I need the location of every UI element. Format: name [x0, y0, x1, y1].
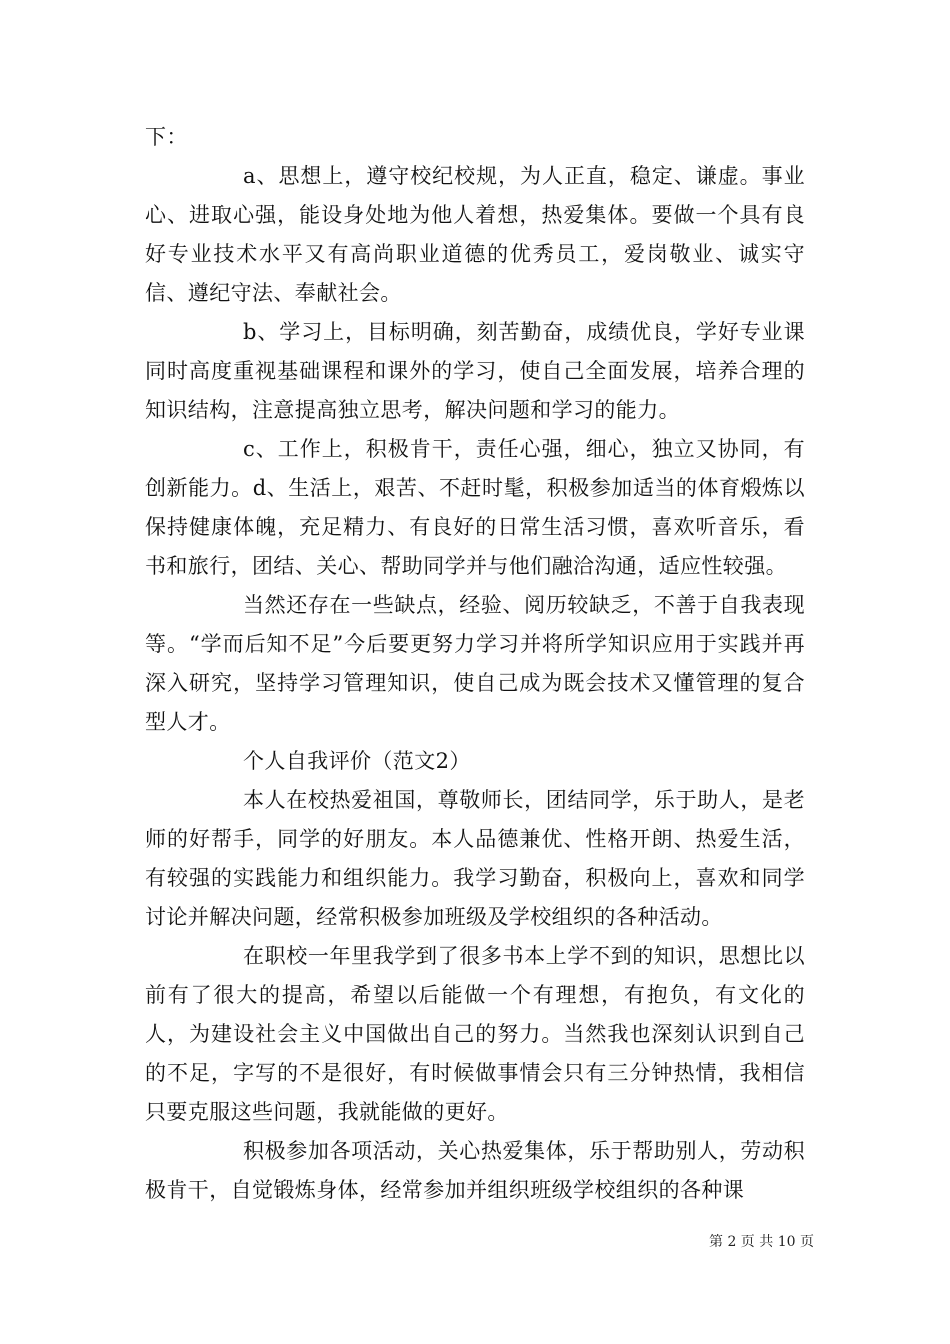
paragraph-work-life: c、工作上，积极肯干，责任心强，细心，独立又协同，有创新能力。d、生活上，艰苦、不赶时髦，积极参加适当的体育煅炼以保持健康体魄，充足精力、有良好的日常生活习惯，喜欢听音乐，看书和旅行，团结、关心、帮助同学并与他们融洽沟通，适应性较强。	[145, 437, 805, 578]
document-body	[145, 118, 805, 1210]
paragraph-ideology: a、思想上，遵守校纪校规，为人正直，稳定、谦虚。事业心、进取心强，能设身处地为他人着想，热爱集体。要做一个具有良好专业技术水平又有高尚职业道德的优秀员工，爱岗敬业、诚实守信、遵纪守法、奉献社会。	[145, 164, 805, 305]
paragraph-school-life: 本人在校热爱祖国，尊敬师长，团结同学，乐于助人，是老师的好帮手，同学的好朋友。本人品德兼优、性格开朗、热爱生活，有较强的实践能力和组织能力。我学习勤奋，积极向上，喜欢和同学讨论并解决问题，经常积极参加班级及学校组织的各种活动。	[145, 788, 805, 929]
paragraph-study: b、学习上，目标明确，刻苦勤奋，成绩优良，学好专业课同时高度重视基础课程和课外的学习，使自己全面发展，培养合理的知识结构，注意提高独立思考，解决问题和学习的能力。	[145, 320, 805, 422]
page-number: 第 2 页 共 10 页	[709, 1234, 814, 1250]
paragraph-shortcomings: 当然还存在一些缺点，经验、阅历较缺乏，不善于自我表现等。“学而后知不足”今后要更努力学习并将所学知识应用于实践并再深入研究，坚持学习管理知识，使自己成为既会技术又懂管理的复合型人才。	[145, 593, 805, 734]
section-heading: 个人自我评价（范文2）	[243, 749, 471, 773]
paragraph-continuation: 下：	[145, 125, 188, 149]
paragraph-vocational-year: 在职校一年里我学到了很多书本上学不到的知识，思想比以前有了很大的提高，希望以后能做一个有理想，有抱负，有文化的人，为建设社会主义中国做出自己的努力。当然我也深刻认识到自己的不足，字写的不是很好，有时候做事情会只有三分钟热情，我相信只要克服这些问题，我就能做的更好。	[145, 944, 805, 1124]
paragraph-activities: 积极参加各项活动，关心热爱集体，乐于帮助别人，劳动积极肯干，自觉锻炼身体，经常参加并组织班级学校组织的各种课	[145, 1139, 805, 1202]
